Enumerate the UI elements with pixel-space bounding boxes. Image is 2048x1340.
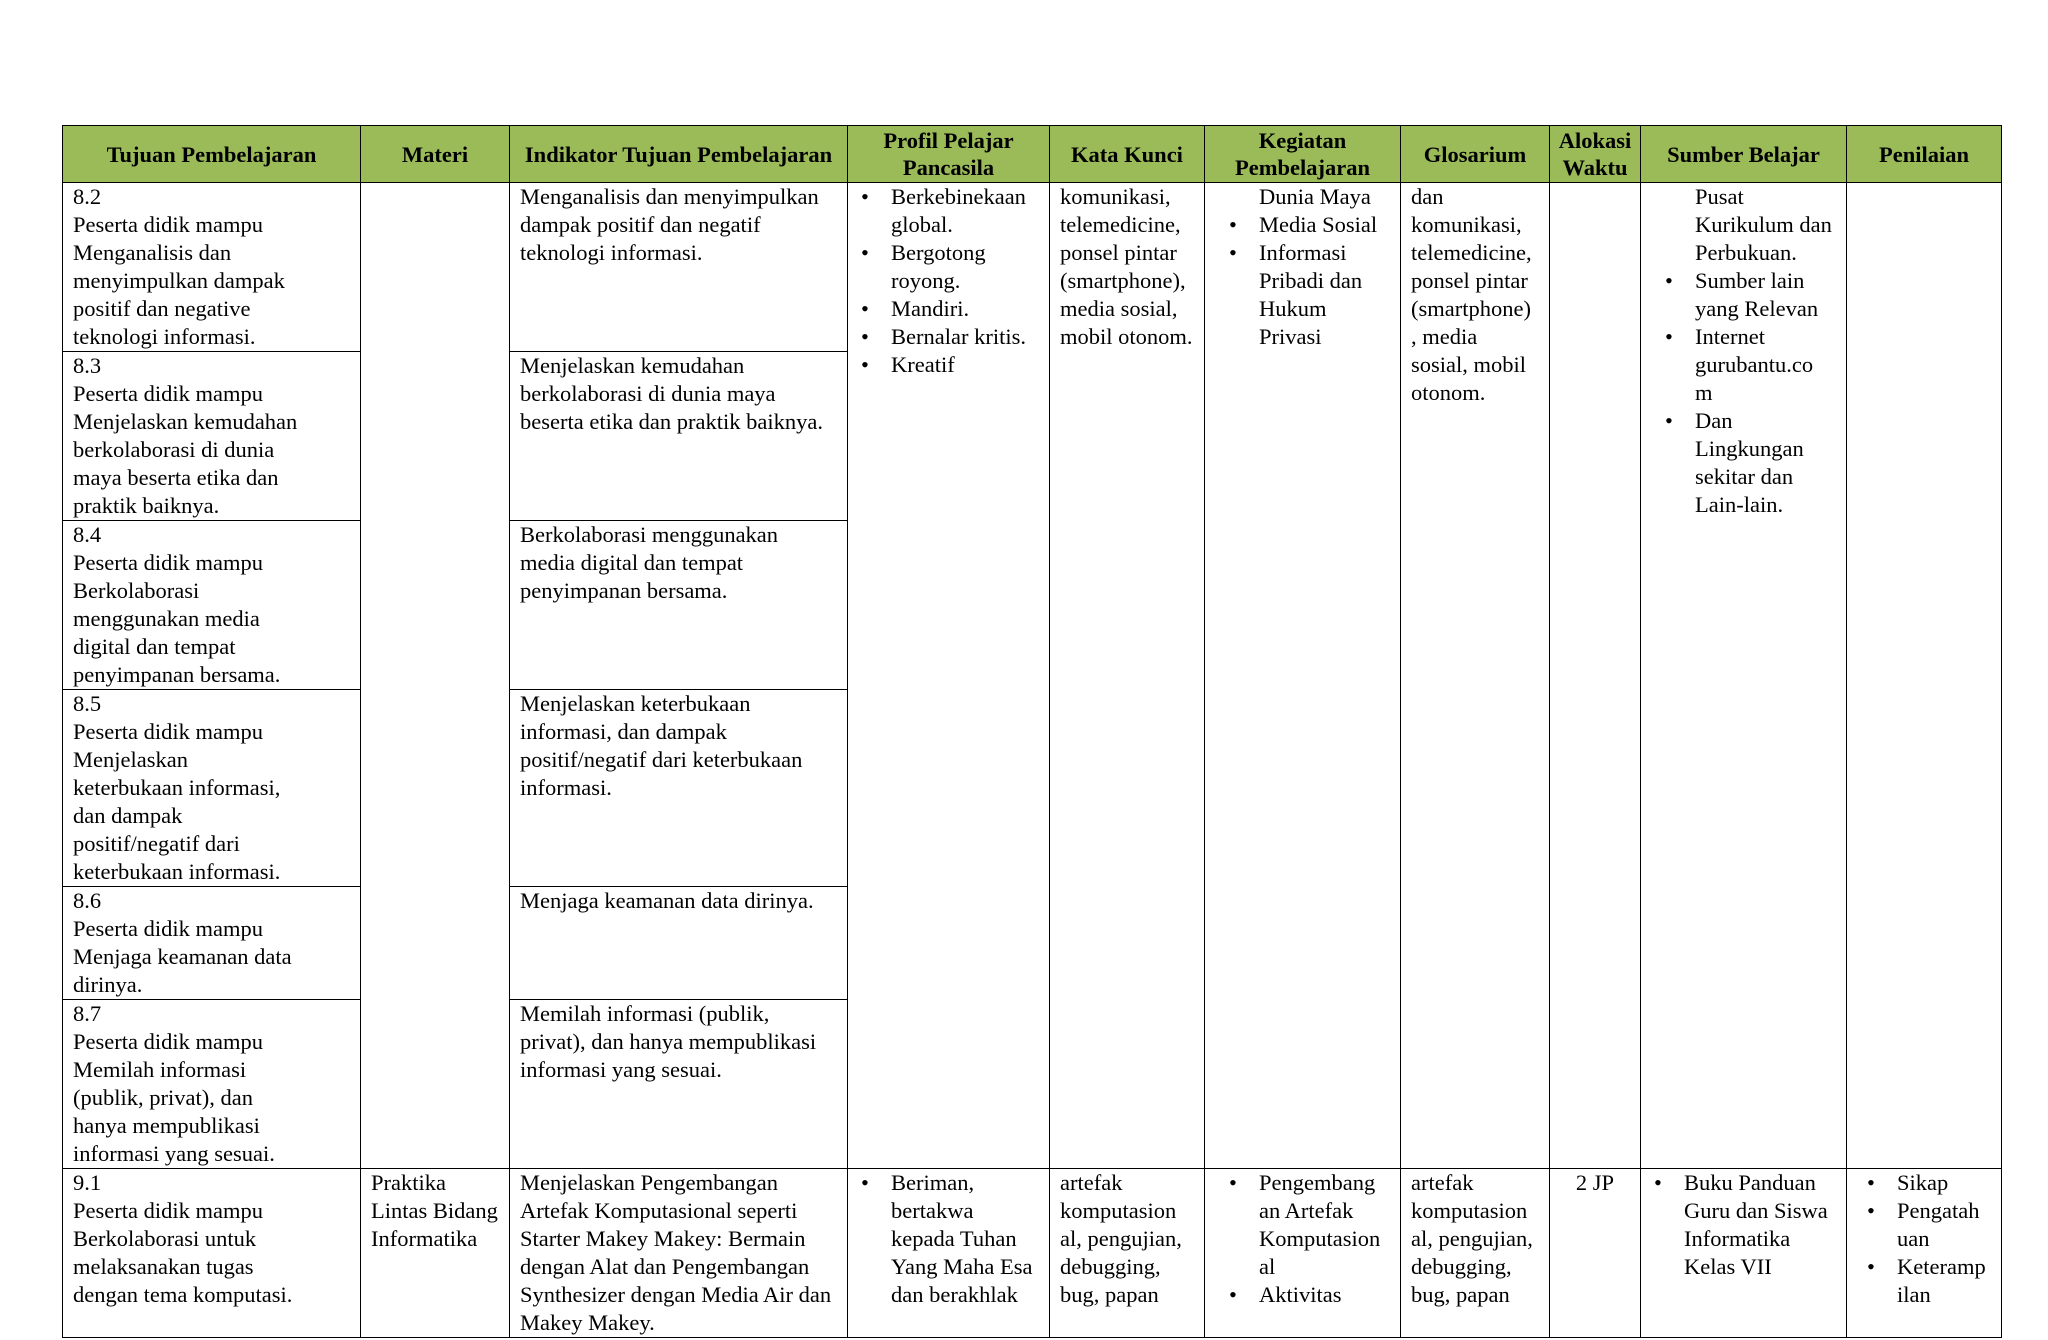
header-indikator: Indikator Tujuan Pembelajaran [510,126,848,183]
profil-cell [848,1169,1050,1338]
header-glosarium: Glosarium [1401,126,1550,183]
goal-number: 8.5 [73,691,102,716]
goal-number: 8.4 [73,522,102,547]
list-item: • Informasi Pribadi dan Hukum Privasi [1259,239,1390,351]
sumber-cell [1641,1169,1847,1338]
table-header-row [63,126,2002,183]
profil-cell [848,183,1050,1169]
list-item: • Aktivitas [1259,1281,1390,1309]
list-item: • Dan Lingkungan sekitar dan Lain-lain. [1695,407,1836,519]
sumber-cell [1641,183,1847,1169]
header-kegiatan: Kegiatan Pembelajaran [1205,126,1401,183]
list-item: • Pengatah uan [1897,1197,1991,1253]
goal-text: Peserta didik mampu Menganalisis dan menyimpulkan dampak positif dan negative teknologi informasi. [73,212,285,349]
kegiatan-cell [1205,183,1401,1169]
header-alokasi: Alokasi Waktu [1550,126,1641,183]
indicator-cell: Berkolaborasi menggunakan media digital dan tempat penyimpanan bersama. [510,521,848,690]
table-row [63,183,2002,352]
goal-cell [63,521,361,690]
list-item: • Media Sosial [1259,211,1390,239]
penilaian-cell [1847,1169,2002,1338]
indicator-cell: Menganalisis dan menyimpulkan dampak positif dan negatif teknologi informasi. [510,183,848,352]
list-item: • Mandiri. [891,295,1039,323]
goal-text: Peserta didik mampu Menjelaskan kemudahan berkolaborasi di dunia maya beserta etika dan praktik baiknya. [73,381,298,518]
goal-number: 8.7 [73,1001,102,1026]
materi-cell: Praktika Lintas Bidang Informatika [361,1169,510,1338]
header-penilaian: Penilaian [1847,126,2002,183]
indicator-cell: Menjelaskan Pengembangan Artefak Komputasional seperti Starter Makey Makey: Bermain dengan Alat dan Pengembangan Synthesizer dengan Media Air dan Makey Makey. [510,1169,848,1338]
goal-cell [63,690,361,887]
sumber-intro: Pusat Kurikulum dan Perbukuan. [1695,184,1832,265]
goal-number: 9.1 [73,1170,102,1195]
header-materi: Materi [361,126,510,183]
indicator-cell: Menjelaskan kemudahan berkolaborasi di dunia maya beserta etika dan praktik baiknya. [510,352,848,521]
kata-kunci-cell: artefak komputasion al, pengujian, debugging, bug, papan [1050,1169,1205,1338]
list-item: • Berkebinekaan global. [891,183,1039,239]
materi-cell [361,183,510,1169]
list-item: • Pengembang an Artefak Komputasion al [1259,1169,1390,1281]
goal-cell [63,887,361,1000]
goal-text: Peserta didik mampu Memilah informasi (publik, privat), dan hanya mempublikasi informasi yang sesuai. [73,1029,275,1166]
indicator-cell: Memilah informasi (publik, privat), dan hanya mempublikasi informasi yang sesuai. [510,1000,848,1169]
glosarium-cell: artefak komputasion al, pengujian, debugging, bug, papan [1401,1169,1550,1338]
alokasi-cell: 2 JP [1550,1169,1641,1338]
goal-text: Peserta didik mampu Berkolaborasi untuk melaksanakan tugas dengan tema komputasi. [73,1198,293,1307]
list-item: • Beriman, bertakwa kepada Tuhan Yang Maha Esa dan berakhlak [891,1169,1039,1309]
goal-cell [63,183,361,352]
penilaian-cell [1847,183,2002,1169]
header-tujuan: Tujuan Pembelajaran [63,126,361,183]
goal-number: 8.6 [73,888,102,913]
alokasi-cell [1550,183,1641,1169]
list-item: • Internet gurubantu.co m [1695,323,1836,407]
goal-number: 8.3 [73,353,102,378]
header-kata-kunci: Kata Kunci [1050,126,1205,183]
glosarium-cell: dan komunikasi, telemedicine, ponsel pintar (smartphone) , media sosial, mobil otonom. [1401,183,1550,1169]
list-item: • Sumber lain yang Relevan [1695,267,1836,323]
list-item: • Bernalar kritis. [891,323,1039,351]
table-row [63,1169,2002,1338]
indicator-cell: Menjelaskan keterbukaan informasi, dan dampak positif/negatif dari keterbukaan informasi. [510,690,848,887]
list-item: • Bergotong royong. [891,239,1039,295]
list-item: • Sikap [1897,1169,1991,1197]
kata-kunci-cell: komunikasi, telemedicine, ponsel pintar (smartphone), media sosial, mobil otonom. [1050,183,1205,1169]
curriculum-table [62,125,2002,1338]
goal-number: 8.2 [73,184,102,209]
goal-cell [63,352,361,521]
list-item: • Kreatif [891,351,1039,379]
list-item: • Buku Panduan Guru dan Siswa Informatika Kelas VII [1684,1169,1836,1281]
list-item: • Keteramp ilan [1897,1253,1991,1309]
goal-cell [63,1000,361,1169]
header-sumber: Sumber Belajar [1641,126,1847,183]
indicator-cell: Menjaga keamanan data dirinya. [510,887,848,1000]
goal-text: Peserta didik mampu Menjelaskan keterbukaan informasi, dan dampak positif/negatif dari keterbukaan informasi. [73,719,281,884]
kegiatan-cell [1205,1169,1401,1338]
goal-cell [63,1169,361,1338]
goal-text: Peserta didik mampu Menjaga keamanan data dirinya. [73,916,292,997]
goal-text: Peserta didik mampu Berkolaborasi menggunakan media digital dan tempat penyimpanan bersama. [73,550,281,687]
kegiatan-intro: Dunia Maya [1259,184,1371,209]
header-profil: Profil Pelajar Pancasila [848,126,1050,183]
